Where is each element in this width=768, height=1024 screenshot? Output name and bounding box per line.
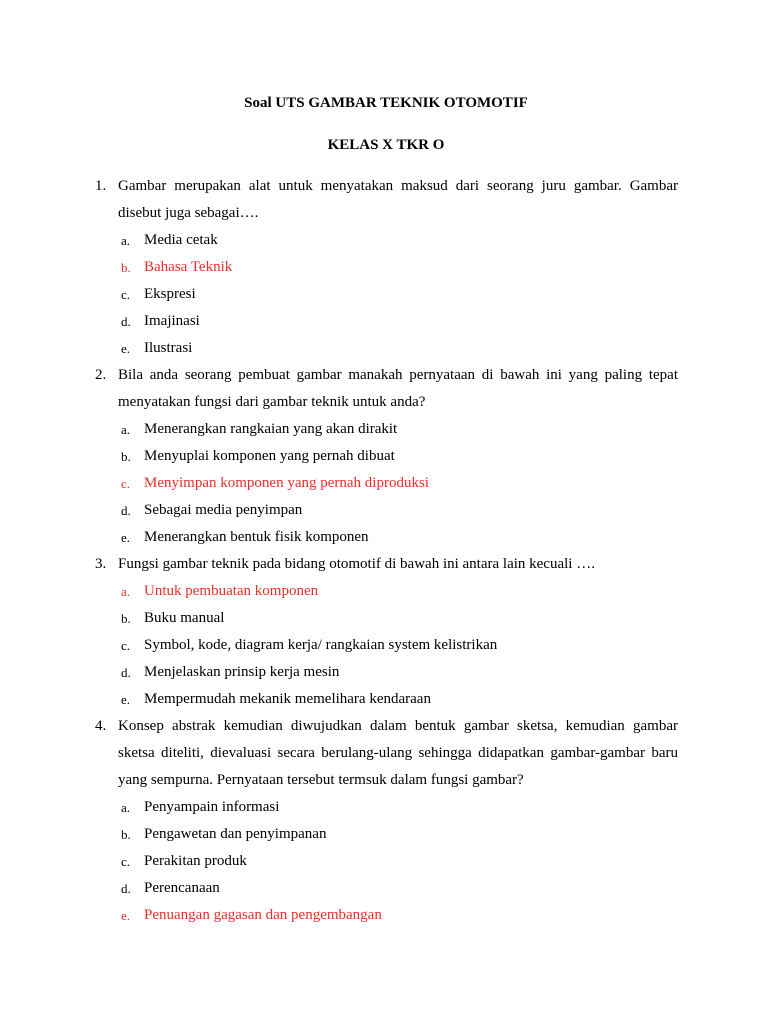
option-letter: d. bbox=[121, 665, 131, 680]
question-text: Fungsi gambar teknik pada bidang otomotif di bawah ini antara lain kecuali …. bbox=[118, 556, 595, 572]
answer-option-correct bbox=[118, 254, 678, 281]
option-text: Menyuplai komponen yang pernah dibuat bbox=[144, 448, 395, 464]
option-letter: e. bbox=[121, 530, 131, 545]
option-text: Penuangan gagasan dan pengembangan bbox=[144, 907, 382, 923]
option-text: Ekspresi bbox=[144, 286, 196, 302]
document-subtitle: KELAS X TKR O bbox=[327, 137, 445, 153]
option-letter: e. bbox=[121, 692, 131, 707]
option-letter: c. bbox=[121, 854, 131, 869]
question-text: Bila anda seorang pembuat gambar manakah pernyataan di bawah ini yang paling tepat menyatakan fungsi dari gambar teknik untuk anda? bbox=[118, 367, 678, 410]
question-item bbox=[92, 551, 678, 713]
option-letter: b. bbox=[121, 827, 131, 842]
answer-option bbox=[118, 659, 678, 686]
option-text: Penyampain informasi bbox=[144, 799, 280, 815]
option-text: Ilustrasi bbox=[144, 340, 193, 356]
option-letter: d. bbox=[121, 314, 131, 329]
option-text: Imajinasi bbox=[144, 313, 200, 329]
question-number: 2. bbox=[95, 367, 107, 383]
option-text: Media cetak bbox=[144, 232, 218, 248]
option-text: Sebagai media penyimpan bbox=[144, 502, 303, 518]
answer-option bbox=[118, 497, 678, 524]
question-text: Gambar merupakan alat untuk menyatakan maksud dari seorang juru gambar. Gambar disebut juga sebagai…. bbox=[118, 178, 678, 221]
question-item bbox=[92, 173, 678, 362]
answer-options bbox=[118, 227, 678, 362]
option-letter: d. bbox=[121, 503, 131, 518]
answer-option bbox=[118, 227, 678, 254]
option-letter: a. bbox=[121, 422, 131, 437]
option-text: Perencanaan bbox=[144, 880, 220, 896]
answer-option bbox=[118, 308, 678, 335]
answer-option bbox=[118, 794, 678, 821]
option-letter: b. bbox=[121, 260, 131, 275]
option-text: Menerangkan rangkaian yang akan dirakit bbox=[144, 421, 398, 437]
answer-option-correct bbox=[118, 902, 678, 929]
answer-option bbox=[118, 335, 678, 362]
option-text: Menerangkan bentuk fisik komponen bbox=[144, 529, 369, 545]
option-letter: c. bbox=[121, 287, 131, 302]
option-letter: e. bbox=[121, 908, 131, 923]
option-letter: a. bbox=[121, 584, 131, 599]
option-letter: b. bbox=[121, 611, 131, 626]
option-text: Menyimpan komponen yang pernah diproduksi bbox=[144, 475, 429, 491]
option-text: Symbol, kode, diagram kerja/ rangkaian system kelistrikan bbox=[144, 637, 498, 653]
answer-option bbox=[118, 632, 678, 659]
option-text: Perakitan produk bbox=[144, 853, 247, 869]
question-number: 1. bbox=[95, 178, 107, 194]
answer-option bbox=[118, 281, 678, 308]
answer-option bbox=[118, 416, 678, 443]
option-letter: d. bbox=[121, 881, 131, 896]
option-letter: b. bbox=[121, 449, 131, 464]
answer-option bbox=[118, 443, 678, 470]
answer-options bbox=[118, 794, 678, 929]
option-text: Mempermudah mekanik memelihara kendaraan bbox=[144, 691, 431, 707]
option-text: Bahasa Teknik bbox=[144, 259, 233, 275]
answer-option bbox=[118, 605, 678, 632]
option-text: Menjelaskan prinsip kerja mesin bbox=[144, 664, 340, 680]
document-title: Soal UTS GAMBAR TEKNIK OTOMOTIF bbox=[244, 95, 528, 111]
answer-option-correct bbox=[118, 470, 678, 497]
answer-options bbox=[118, 416, 678, 551]
question-item bbox=[92, 713, 678, 929]
answer-option bbox=[118, 686, 678, 713]
option-letter: e. bbox=[121, 341, 131, 356]
question-number: 4. bbox=[95, 718, 107, 734]
answer-option bbox=[118, 848, 678, 875]
answer-option bbox=[118, 875, 678, 902]
answer-option-correct bbox=[118, 578, 678, 605]
question-list bbox=[92, 173, 678, 929]
option-letter: c. bbox=[121, 638, 131, 653]
option-text: Buku manual bbox=[144, 610, 225, 626]
option-letter: c. bbox=[121, 476, 131, 491]
question-text: Konsep abstrak kemudian diwujudkan dalam bentuk gambar sketsa, kemudian gambar sketsa diteliti, dievaluasi secara berulang-ulang sehingga didapatkan gambar-gambar baru yang sempurna. Pernyataan tersebut termsuk dalam fungsi gambar? bbox=[118, 718, 678, 788]
option-text: Pengawetan dan penyimpanan bbox=[144, 826, 327, 842]
question-item bbox=[92, 362, 678, 551]
option-text: Untuk pembuatan komponen bbox=[144, 583, 319, 599]
answer-option bbox=[118, 821, 678, 848]
option-letter: a. bbox=[121, 233, 131, 248]
answer-options bbox=[118, 578, 678, 713]
option-letter: a. bbox=[121, 800, 131, 815]
question-number: 3. bbox=[95, 556, 107, 572]
answer-option bbox=[118, 524, 678, 551]
